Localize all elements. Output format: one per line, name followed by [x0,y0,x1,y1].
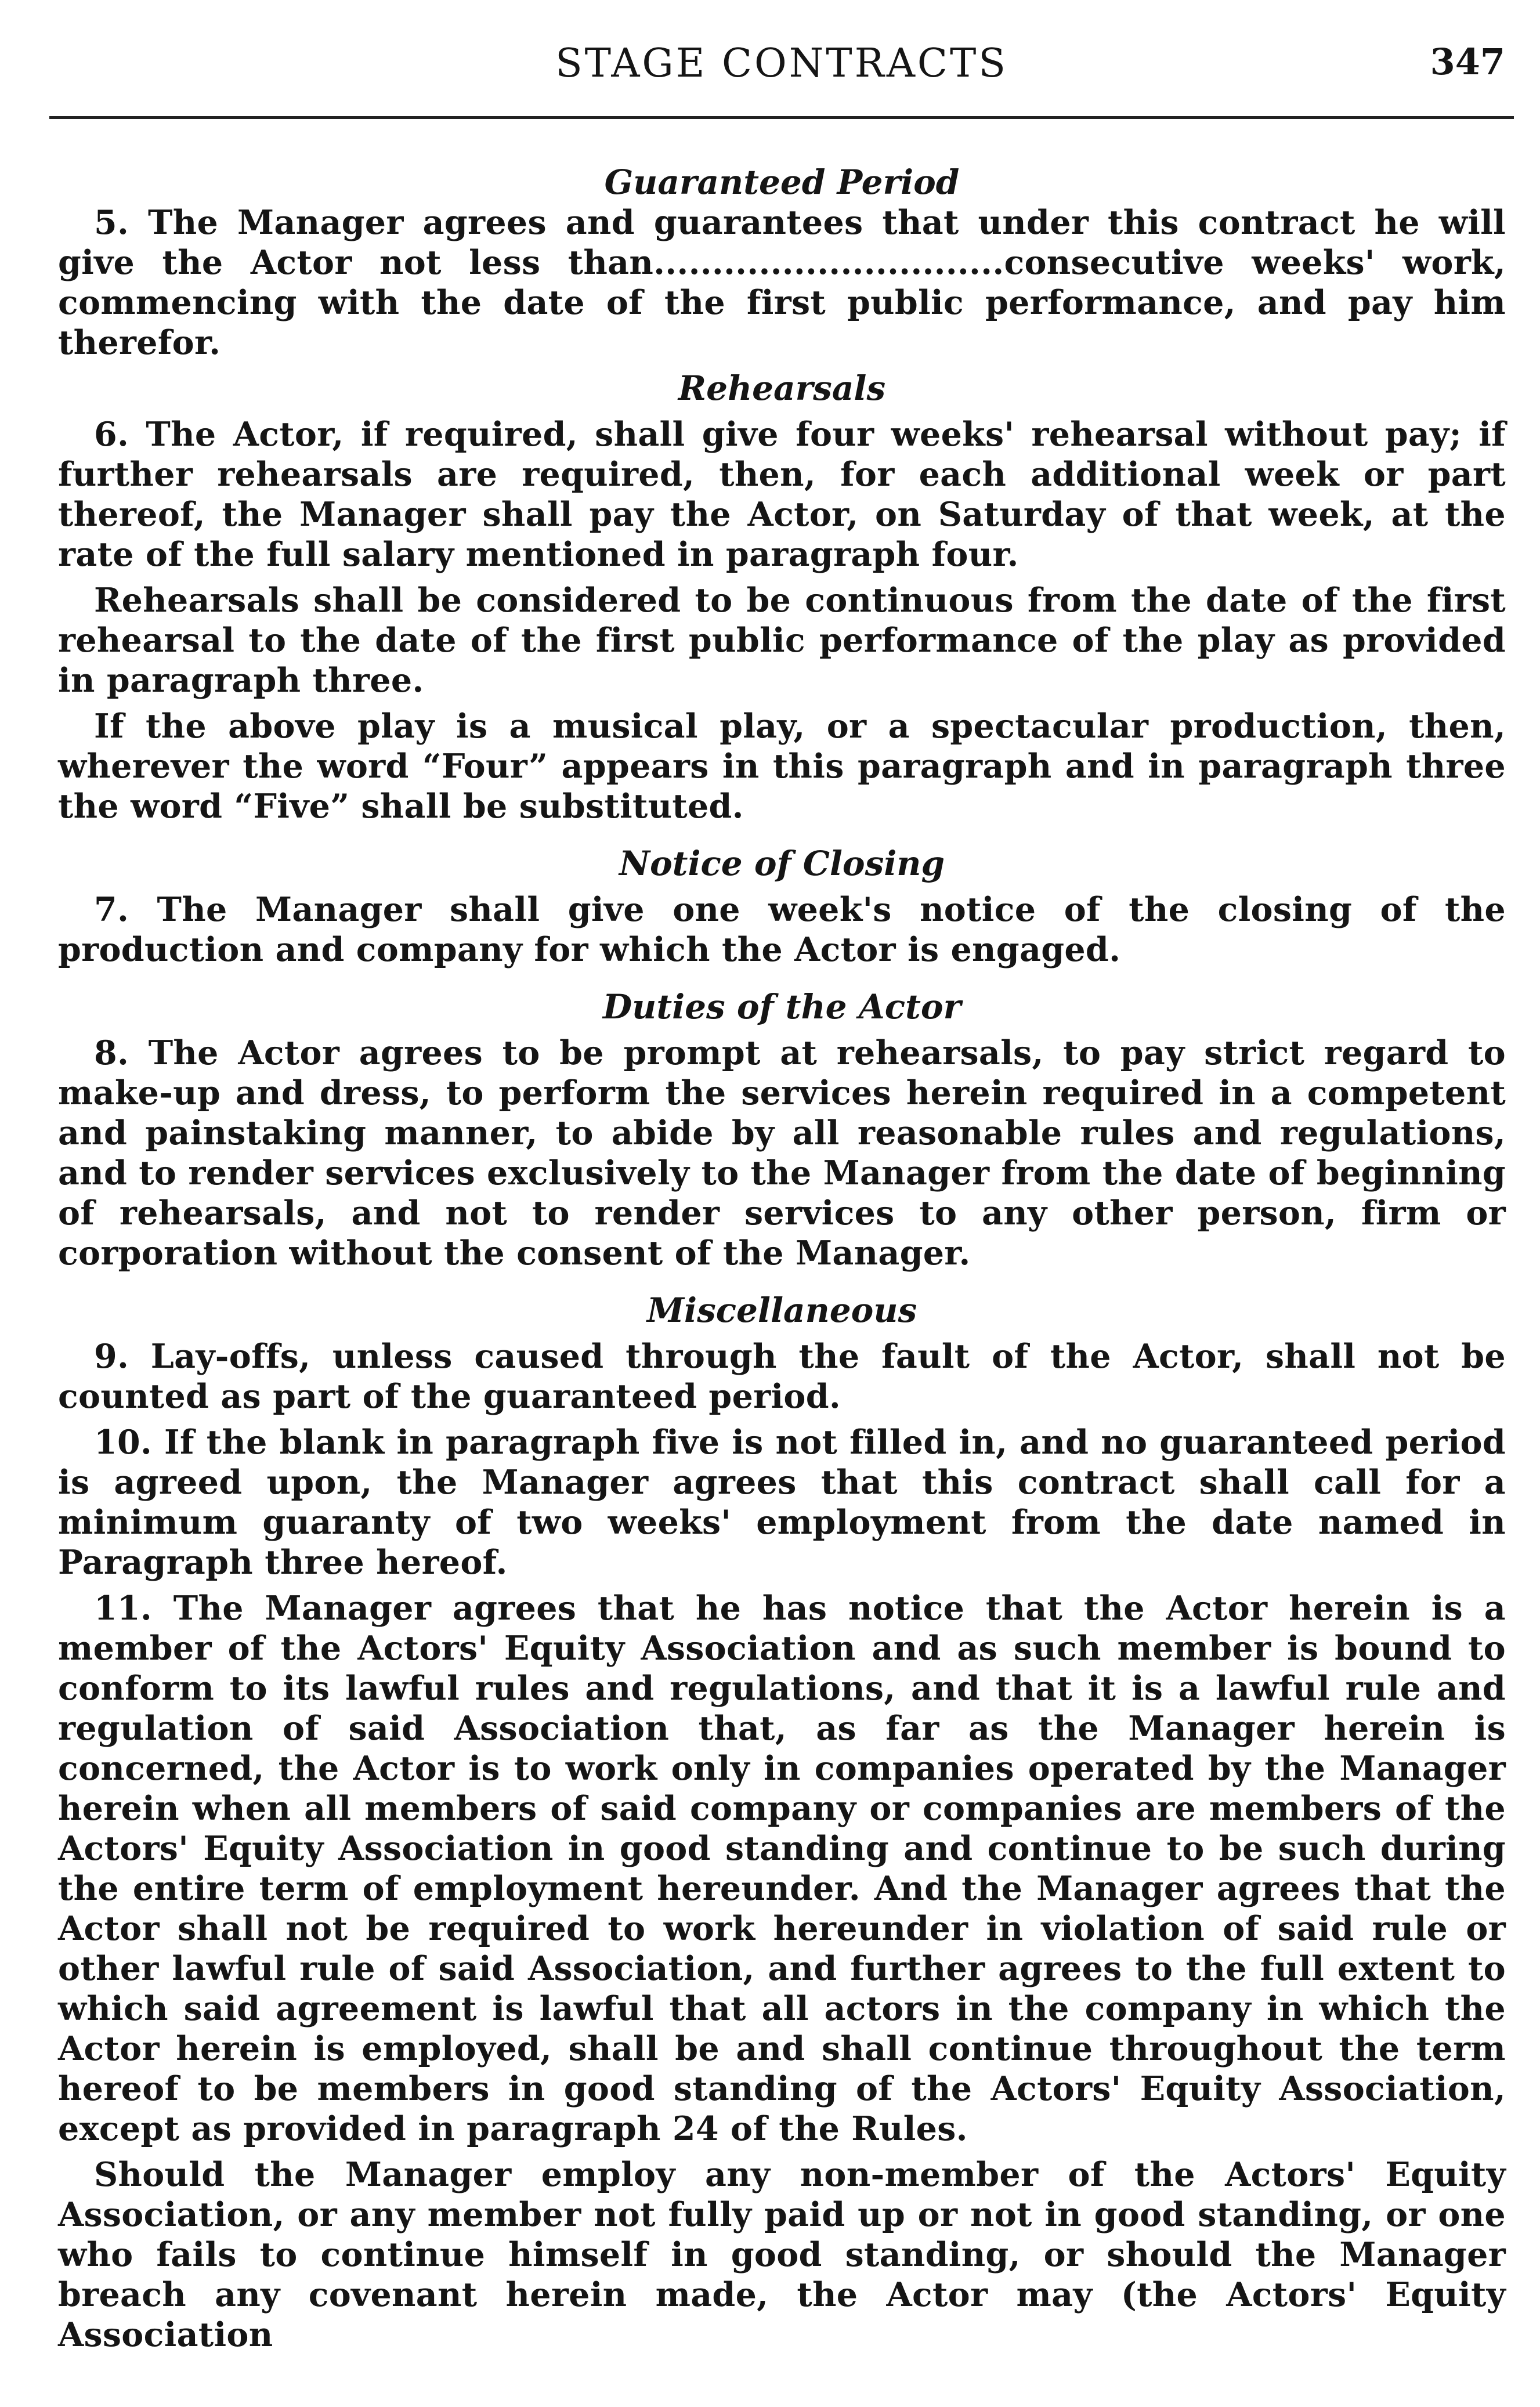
paragraph-11-continued: Should the Manager employ any non-member of the Actors' Equity Association, or any member not fully paid up or not in good standing, or one who fails to continue himself in good standing, or should the Manager breach any covenant herein made, the Actor may (the Actors' Equity Association [58,2155,1506,2354]
running-title: STAGE CONTRACTS [555,41,1008,86]
paragraph-10: 10. If the blank in paragraph five is not filled in, and no guaranteed period is agreed upon, the Manager agrees that this contract shall call for a minimum guaranty of two weeks' employment from the date named in Paragraph three hereof. [58,1423,1506,1582]
header-rule [49,116,1514,119]
page-header [58,41,1505,104]
section-heading-guaranteed-period: Guaranteed Period [604,162,960,202]
paragraph-6-musical: If the above play is a musical play, or a spectacular production, then, wherever the word “Four” appears in this paragraph and in paragraph three the word “Five” shall be substituted. [58,707,1506,826]
section-heading-notice-of-closing: Notice of Closing [619,844,945,883]
paragraph-6-continuity: Rehearsals shall be considered to be continuous from the date of the first rehearsal to the date of the first public performance of the play as provided in paragraph three. [58,581,1506,700]
section-heading-miscellaneous: Miscellaneous [646,1291,917,1330]
paragraph-8: 8. The Actor agrees to be prompt at rehearsals, to pay strict regard to make-up and dress, to perform the services herein required in a competent and painstaking manner, to abide by all reasonable rules and regulations, and to render services exclusively to the Manager from the date of beginning of rehearsals, and not to render services to any other person, firm or corporation without the consent of the Manager. [58,1033,1506,1273]
paragraph-9: 9. Lay-offs, unless caused through the fault of the Actor, shall not be counted as part of the guaranteed period. [58,1337,1506,1416]
page-body [58,162,1506,2355]
section-heading-rehearsals: Rehearsals [678,368,886,408]
paragraph-11: 11. The Manager agrees that he has notice that the Actor herein is a member of the Actors' Equity Association and as such member is bound to conform to its lawful rules and regulations, and that it is a lawful rule and regulation of said Association that, as far as the Manager herein is concerned, the Actor is to work only in companies operated by the Manager herein when all members of said company or companies are members of the Actors' Equity Association in good standing and continue to be such during the entire term of employment hereunder. And the Manager agrees that the Actor shall not be required to work hereunder in violation of said rule or other lawful rule of said Association, and further agrees to the full extent to which said agreement is lawful that all actors in the company in which the Actor herein is employed, shall be and shall continue throughout the term hereof to be members in good standing of the Actors' Equity Association, except as provided in paragraph 24 of the Rules. [58,1589,1506,2148]
section-heading-duties-of-the-actor: Duties of the Actor [602,987,961,1027]
page-number: 347 [1430,41,1505,83]
paragraph-6: 6. The Actor, if required, shall give four weeks' rehearsal without pay; if further rehearsals are required, then, for each additional week or part thereof, the Manager shall pay the Actor, on Saturday of that week, at the rate of the full salary mentioned in paragraph four. [58,415,1506,574]
paragraph-7: 7. The Manager shall give one week's notice of the closing of the production and company for which the Actor is engaged. [58,890,1506,969]
paragraph-5: 5. The Manager agrees and guarantees that under this contract he will give the Actor not less than..............................consecutive weeks' work, commencing with the date of the first public performance, and pay him therefor. [58,203,1506,362]
